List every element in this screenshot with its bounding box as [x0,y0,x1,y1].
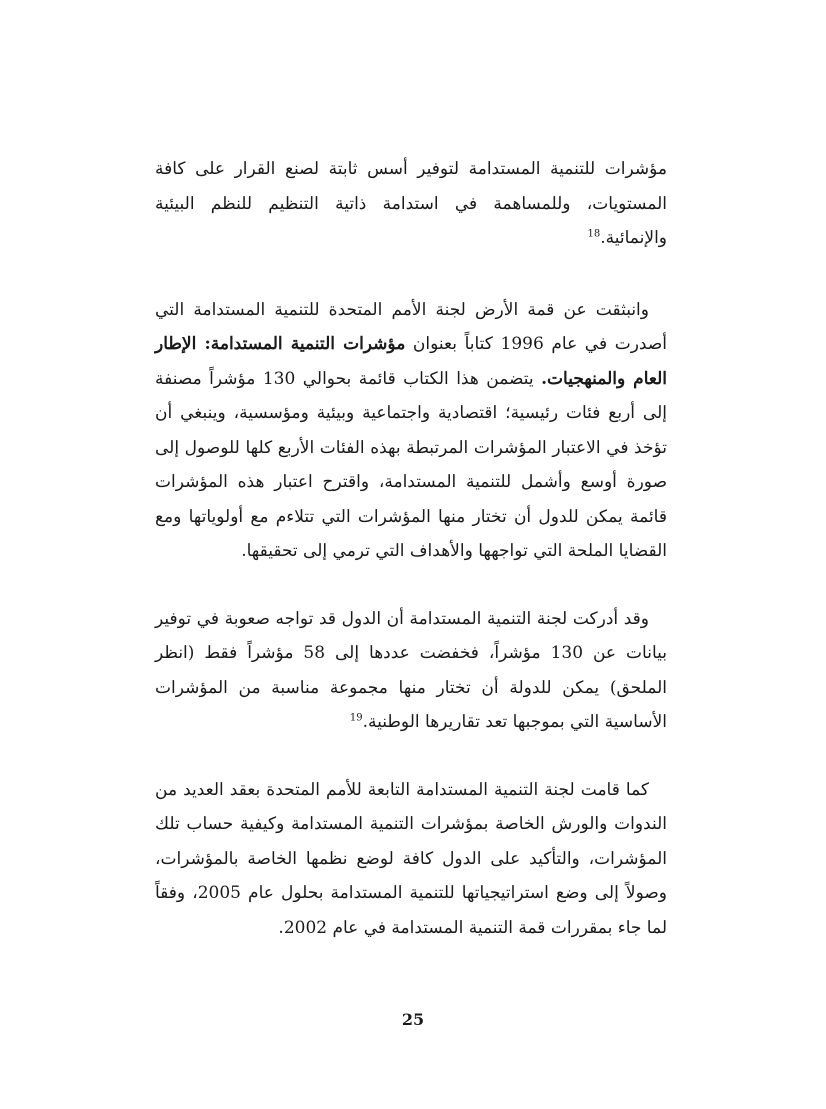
document-body [155,152,667,945]
paragraph-2-text-after: يتضمن هذا الكتاب قائمة بحوالي 130 مؤشراً مصنفة إلى أربع فئات رئيسية؛ اقتصادية واجتماعية وبيئية ومؤسسية، وينبغي أن تؤخذ في الاعتبار المؤشرات المرتبطة بهذه الفئات الأربع كلها للوصول إلى صورة أوسع وأشمل للتنمية المستدامة، واقترح اعتبار هذه المؤشرات قائمة يمكن للدول أن تختار منها المؤشرات التي تتلاءم مع أولوياتها ومع القضايا الملحة التي تواجهها والأهداف التي ترمي إلى تحقيقها. [155,368,667,561]
paragraph-3-text: وقد أدركت لجنة التنمية المستدامة أن الدول قد تواجه صعوبة في توفير بيانات عن 130 مؤشراً، فخفضت عددها إلى 58 مؤشراً فقط (انظر الملحق) يمكن للدولة أن تختار منها مجموعة مناسبة من المؤشرات الأساسية التي بموجبها تعد تقاريرها الوطنية. [155,608,667,732]
paragraph-1-text: مؤشرات للتنمية المستدامة لتوفير أسس ثابتة لصنع القرار على كافة المستويات، وللمساهمة في استدامة ذاتية التنظيم للنظم البيئية والإنمائية. [155,159,667,248]
paragraph-4 [155,773,667,946]
paragraph-4-text: كما قامت لجنة التنمية المستدامة التابعة للأمم المتحدة بعقد العديد من الندوات والورش الخاصة بمؤشرات التنمية المستدامة وكيفية حساب تلك المؤشرات، والتأكيد على الدول كافة لوضع نظمها الخاصة بالمؤشرات، وصولاً إلى وضع استراتيجياتها للتنمية المستدامة بحلول عام 2005، وفقاً لما جاء بمقررات قمة التنمية المستدامة في عام 2002. [155,779,667,938]
footnote-ref-18[interactable]: 18 [587,228,601,240]
page-number: 25 [401,1010,425,1029]
book-title: مؤشرات التنمية المستدامة: الإطار العام والمنهجيات. [155,334,667,389]
paragraph-2-text-before: وانبثقت عن قمة الأرض لجنة الأمم المتحدة للتنمية المستدامة التي أصدرت في عام 1996 كتاباً بعنوان [155,299,667,354]
paragraph-1 [155,152,667,256]
paragraph-3 [155,602,667,740]
paragraph-2 [155,293,667,569]
footnote-ref-19[interactable]: 19 [349,712,363,724]
